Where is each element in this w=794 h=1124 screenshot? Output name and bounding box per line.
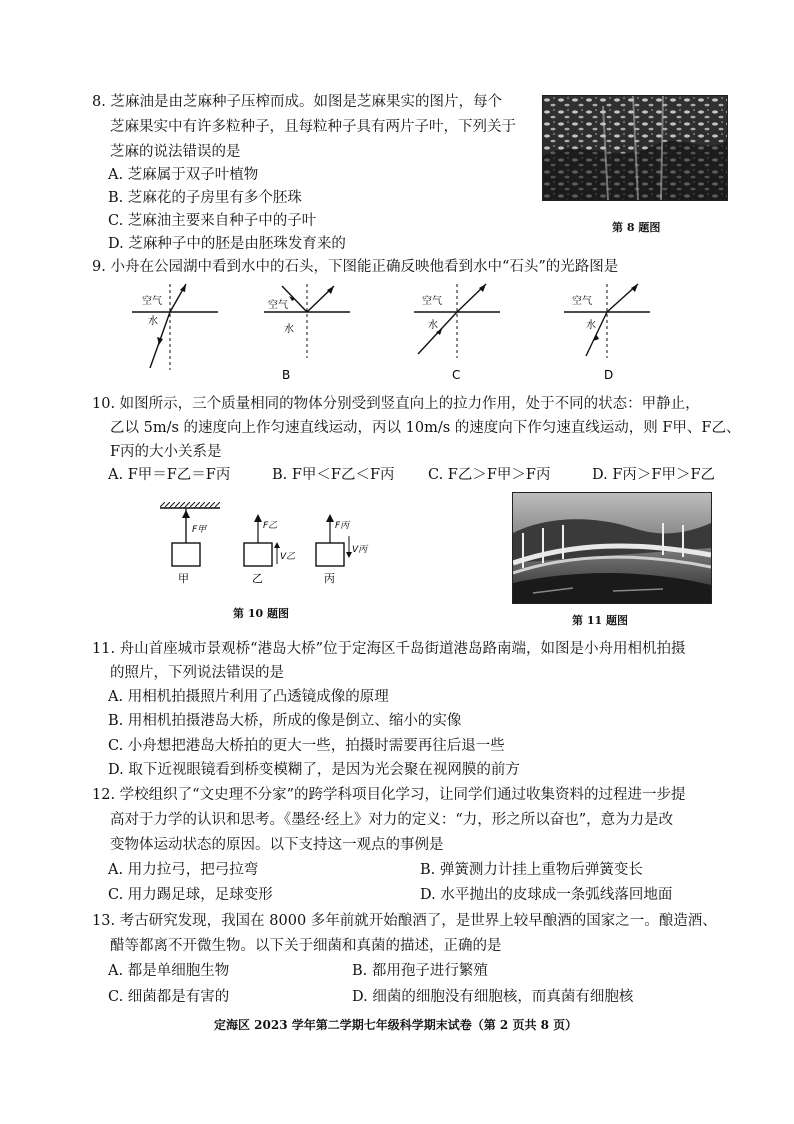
- q9-b-option-label: B: [282, 368, 291, 382]
- q10-option-b: B. F甲＜F乙＜F丙: [272, 467, 395, 483]
- q10-v-yi: V乙: [280, 552, 296, 562]
- q11-line1: 11. 舟山首座城市景观桥“港岛大桥”位于定海区千岛街道港岛路南端，如图是小舟用相机拍摄: [92, 641, 686, 657]
- q9-line1: 9. 小舟在公园湖中看到水中的石头，下图能正确反映他看到水中“石头”的光路图是: [92, 259, 619, 275]
- q9-a-water-label: 水: [148, 316, 158, 327]
- q8-line1: 8. 芝麻油是由芝麻种子压榨而成。如图是芝麻果实的图片，每个: [92, 94, 502, 110]
- q10-label-jia: 甲: [178, 572, 189, 585]
- q10-v-bing: V丙: [352, 545, 368, 555]
- q12-line3: 变物体运动状态的原因。以下支持这一观点的事例是: [110, 837, 444, 853]
- q8-figure-caption: 第 8 题图: [612, 221, 661, 234]
- q11-option-d: D. 取下近视眼镜看到桥变模糊了，是因为光会聚在视网膜的前方: [108, 762, 520, 778]
- bridge-photo: [512, 492, 712, 604]
- q12-line2: 高对于力学的认识和思考。《墨经·经上》对力的定义：“力，形之所以奋也”，意为力是改: [110, 812, 674, 828]
- q9-d-air-label: 空气: [572, 296, 592, 307]
- q13-option-a: A. 都是单细胞生物: [108, 963, 230, 979]
- q9-diagram-b: [262, 282, 352, 382]
- q12-option-c: C. 用力踢足球，足球变形: [108, 887, 273, 903]
- q10-f-yi: F乙: [263, 521, 278, 531]
- q8-option-d: D. 芝麻种子中的胚是由胚珠发育来的: [108, 236, 346, 252]
- q9-c-option-label: C: [452, 368, 461, 382]
- q12-line1: 12. 学校组织了“文史理不分家”的跨学科项目化学习，让同学们通过收集资料的过程进一步提: [92, 787, 686, 803]
- q8-option-b: B. 芝麻花的子房里有多个胚珠: [108, 190, 302, 206]
- q9-b-water-label: 水: [284, 324, 294, 335]
- q10-label-bing: 丙: [324, 572, 335, 585]
- q8-line2: 芝麻果实中有许多粒种子，且每粒种子具有两片子叶，下列关于: [110, 119, 516, 135]
- q9-a-air-label: 空气: [142, 296, 162, 307]
- q13-option-b: B. 都用孢子进行繁殖: [352, 963, 488, 979]
- q9-b-air-label: 空气: [268, 300, 288, 311]
- q12-option-b: B. 弹簧测力计挂上重物后弹簧变长: [420, 862, 643, 878]
- q8-option-c: C. 芝麻油主要来自种子中的子叶: [108, 213, 317, 229]
- q10-option-d: D. F丙＞F甲＞F乙: [592, 467, 716, 483]
- q12-option-d: D. 水平抛出的皮球成一条弧线落回地面: [420, 887, 673, 903]
- q8-option-a: A. 芝麻属于双子叶植物: [108, 167, 259, 183]
- q8-line3: 芝麻的说法错误的是: [110, 144, 241, 160]
- page-footer: 定海区 2023 学年第二学期七年级科学期末试卷（第 2 页共 8 页）: [214, 1018, 578, 1032]
- q12-option-a: A. 用力拉弓，把弓拉弯: [108, 862, 259, 878]
- q9-diagram-c: [412, 282, 502, 382]
- q10-f-bing: F丙: [335, 521, 350, 531]
- q9-d-option-label: D: [604, 368, 614, 382]
- q11-figure-caption: 第 11 题图: [572, 614, 628, 627]
- q9-diagram-d: [562, 282, 652, 382]
- q13-line1: 13. 考古研究发现，我国在 8000 多年前就开始酿酒了，是世界上较早酿酒的国家之一。酿造酒、: [92, 913, 717, 929]
- q10-force-diagram: [150, 492, 380, 592]
- q13-option-c: C. 细菌都是有害的: [108, 989, 230, 1005]
- q10-f-jia: F甲: [192, 525, 207, 535]
- q11-option-c: C. 小舟想把港岛大桥拍的更大一些，拍摄时需要再往后退一些: [108, 738, 505, 754]
- q10-line3: F丙的大小关系是: [110, 444, 222, 460]
- q11-line2: 的照片，下列说法错误的是: [110, 665, 284, 681]
- q10-line1: 10. 如图所示，三个质量相同的物体分别受到竖直向上的拉力作用，处于不同的状态：甲静止，: [92, 396, 700, 412]
- q10-figure-caption: 第 10 题图: [233, 607, 289, 620]
- q10-option-a: A. F甲＝F乙＝F丙: [108, 467, 231, 483]
- q9-c-water-label: 水: [428, 320, 438, 331]
- q9-d-water-label: 水: [586, 320, 596, 331]
- q10-line2: 乙以 5m/s 的速度向上作匀速直线运动，丙以 10m/s 的速度向下作匀速直线运动，则 F甲、F乙、: [110, 420, 741, 436]
- q10-label-yi: 乙: [252, 572, 263, 585]
- q9-c-air-label: 空气: [422, 296, 442, 307]
- q9-diagram-a: [130, 282, 220, 372]
- q13-line2: 醋等都离不开微生物。以下关于细菌和真菌的描述，正确的是: [110, 938, 502, 954]
- q10-option-c: C. F乙＞F甲＞F丙: [428, 467, 551, 483]
- sesame-fruit-photo: [542, 95, 728, 201]
- q13-option-d: D. 细菌的细胞没有细胞核，而真菌有细胞核: [352, 989, 634, 1005]
- q11-option-a: A. 用相机拍摄照片利用了凸透镜成像的原理: [108, 689, 389, 705]
- q11-option-b: B. 用相机拍摄港岛大桥，所成的像是倒立、缩小的实像: [108, 713, 462, 729]
